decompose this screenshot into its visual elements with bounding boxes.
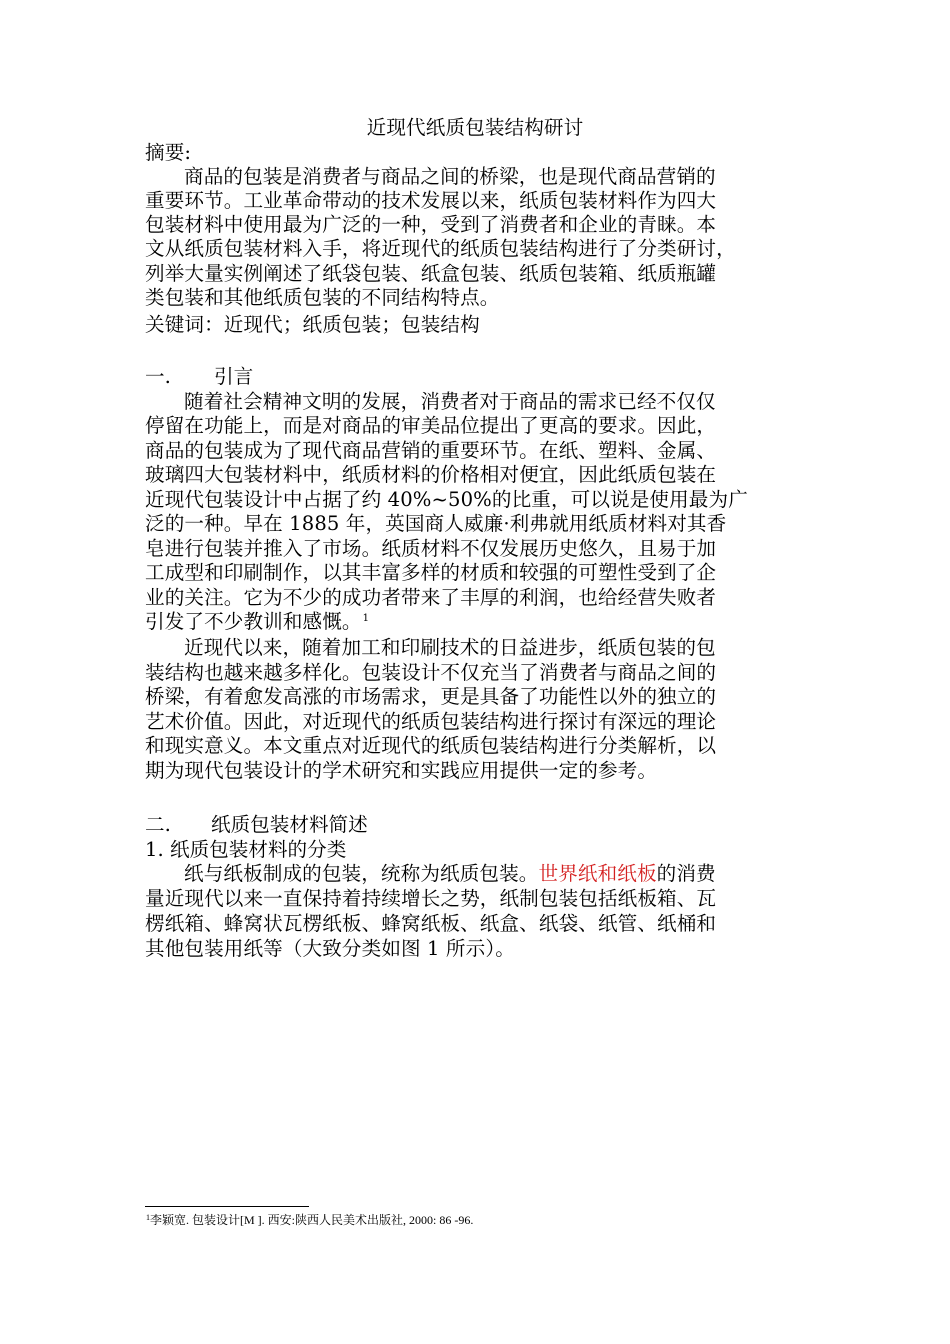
paragraph-text: 的消费: [656, 862, 716, 885]
abstract-line: 包装材料中使用最为广泛的一种，受到了消费者和企业的青睐。本: [145, 213, 717, 236]
paragraph-line: 装结构也越来越多样化。包装设计不仅充当了消费者与商品之间的: [145, 661, 717, 684]
abstract-line: 重要环节。工业革命带动的技术发展以来，纸质包装材料作为四大: [145, 189, 717, 212]
abstract-label: 摘要:: [145, 141, 192, 164]
section-number: 二.: [145, 813, 171, 836]
paragraph-line: 桥梁，有着愈发高涨的市场需求，更是具备了功能性以外的独立的: [145, 685, 717, 708]
subsection-heading: [0, 838, 950, 862]
footnote: [145, 1212, 473, 1228]
footnote-mark: 1: [146, 1213, 150, 1222]
abstract-line: 文从纸质包装材料入手，将近现代的纸质包装结构进行了分类研讨，: [145, 237, 736, 260]
abstract-line: 商品的包装是消费者与商品之间的桥梁，也是现代商品营销的: [184, 165, 716, 188]
subsection-number: 1.: [145, 838, 164, 861]
paragraph-text: 纸与纸板制成的包装，统称为纸质包装。: [184, 862, 539, 885]
highlighted-text: 世界纸和纸板: [538, 862, 657, 885]
paragraph-line: 工成型和印刷制作，以其丰富多样的材质和较强的可塑性受到了企: [145, 561, 717, 584]
paragraph-line: 艺术价值。因此，对近现代的纸质包装结构进行探讨有深远的理论: [145, 710, 717, 733]
paragraph-line: [145, 610, 369, 634]
section-number: 一.: [145, 365, 171, 388]
paragraph-line: 近现代以来，随着加工和印刷技术的日益进步，纸质包装的包: [184, 636, 716, 659]
paragraph-line: 楞纸箱、蜂窝状瓦楞纸板、蜂窝纸板、纸盒、纸袋、纸管、纸桶和: [145, 912, 717, 935]
section-heading-1: [0, 365, 950, 389]
paragraph-line: 停留在功能上，而是对商品的审美品位提出了更高的要求。因此，: [145, 414, 717, 437]
paragraph-line: 皂进行包装并推入了市场。纸质材料不仅发展历史悠久，且易于加: [145, 537, 717, 560]
footnote-reference[interactable]: 1: [362, 613, 370, 624]
paragraph-line: 期为现代包装设计的学术研究和实践应用提供一定的参考。: [145, 759, 658, 782]
paragraph-line: 玻璃四大包装材料中，纸质材料的价格相对便宜，因此纸质包装在: [145, 463, 717, 486]
paragraph-line: 泛的一种。早在 1885 年，英国商人威廉·利弗就用纸质材料对其香: [145, 512, 727, 535]
subsection-title: 纸质包装材料的分类: [170, 838, 347, 861]
document-title: 近现代纸质包装结构研讨: [366, 116, 584, 139]
abstract-line: 类包装和其他纸质包装的不同结构特点。: [145, 286, 500, 309]
section-title: 纸质包装材料简述: [211, 813, 368, 836]
paragraph-text: 引发了不少教训和感慨。: [145, 610, 362, 633]
section-title: 引言: [214, 365, 254, 388]
paragraph-line: 随着社会精神文明的发展，消费者对于商品的需求已经不仅仅: [184, 390, 716, 413]
abstract-line: 列举大量实例阐述了纸袋包装、纸盒包装、纸质包装箱、纸质瓶罐: [145, 262, 717, 285]
paragraph-line: 量近现代以来一直保持着持续增长之势，纸制包装包括纸板箱、瓦: [145, 887, 717, 910]
paragraph-line: 其他包装用纸等（大致分类如图 1 所示）。: [145, 937, 515, 960]
section-heading-2: [0, 813, 950, 837]
paragraph-line: 和现实意义。本文重点对近现代的纸质包装结构进行分类解析，以: [145, 734, 717, 757]
paragraph-line: 近现代包装设计中占据了约 40%~50%的比重，可以说是使用最为广: [145, 488, 748, 511]
paragraph-line: [184, 862, 716, 886]
paragraph-line: 商品的包装成为了现代商品营销的重要环节。在纸、塑料、金属、: [145, 439, 717, 462]
footnote-text: 李颖宽. 包装设计[M ]. 西安:陕西人民美术出版社, 2000: 86 -96.: [150, 1213, 474, 1227]
footnote-separator: [145, 1206, 309, 1207]
keywords: 关键词：近现代；纸质包装；包装结构: [145, 313, 480, 336]
paragraph-line: 业的关注。它为不少的成功者带来了丰厚的利润，也给经营失败者: [145, 586, 717, 609]
